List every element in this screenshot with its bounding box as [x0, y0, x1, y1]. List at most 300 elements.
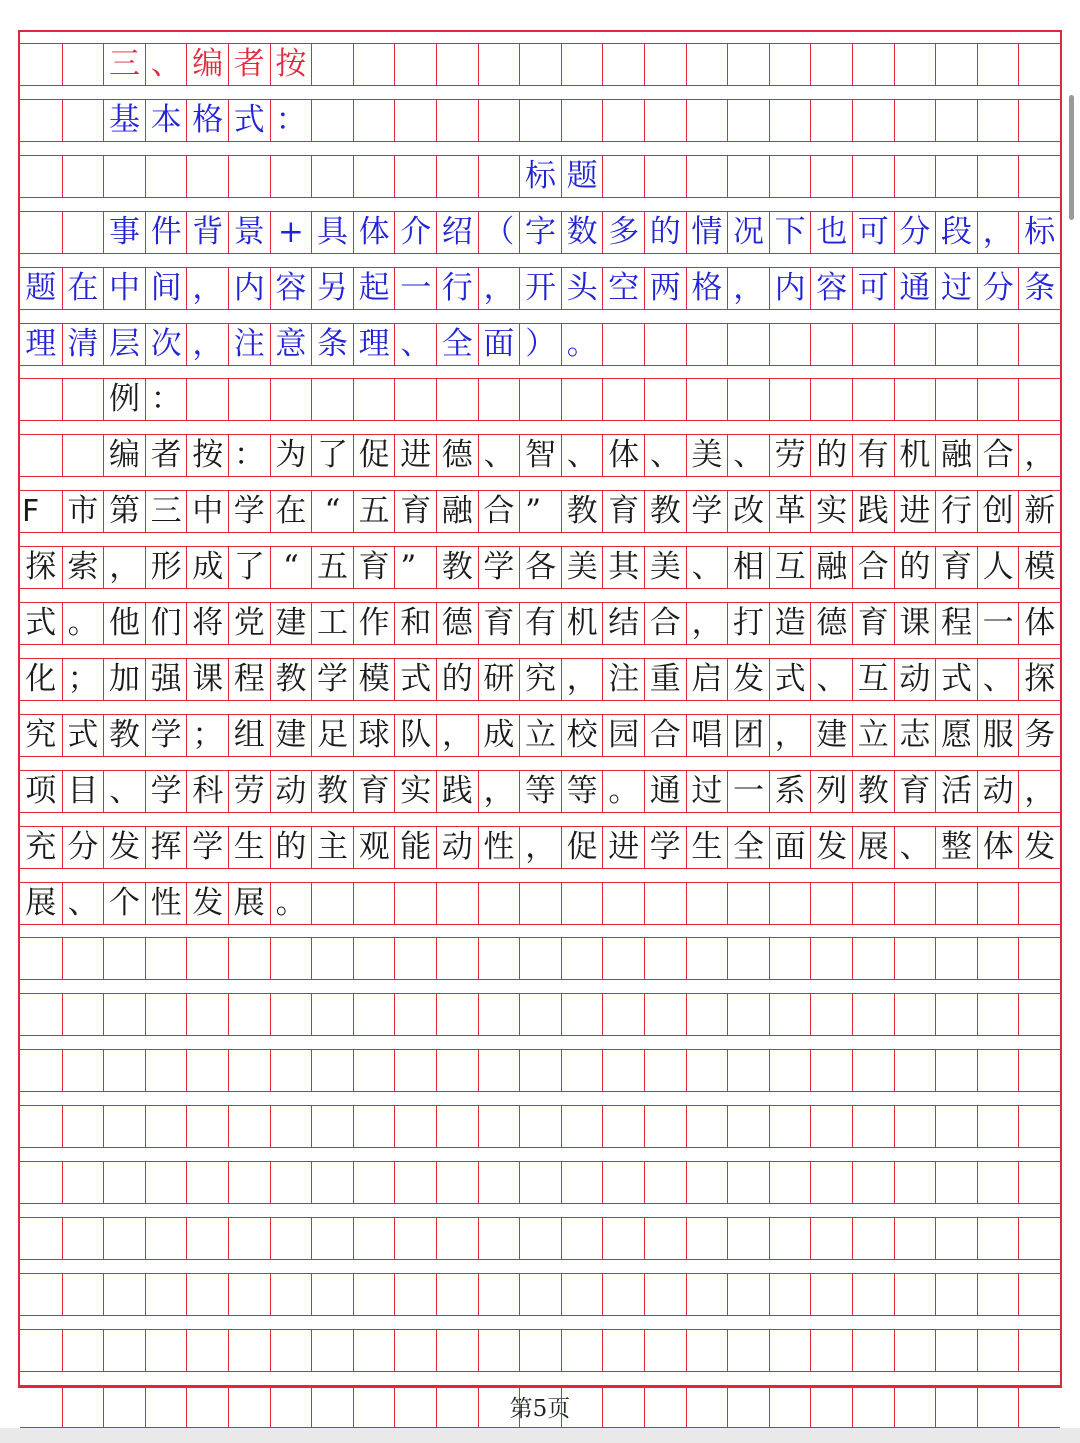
- grid-cell: [977, 324, 1019, 365]
- grid-cell: [686, 1330, 728, 1371]
- grid-cell: 展: [852, 827, 894, 868]
- grid-cell: [62, 379, 104, 420]
- grid-cell: 发: [727, 659, 769, 700]
- grid-cell: 科: [186, 771, 228, 812]
- grid-cell: [436, 44, 478, 85]
- grid-cell: [644, 44, 686, 85]
- grid-cell: 究: [25, 716, 57, 753]
- grid-cell: [353, 156, 395, 197]
- grid-cell: [228, 1330, 270, 1371]
- grid-cell: [769, 324, 811, 365]
- grid-cell: 行: [436, 268, 478, 309]
- grid-cell: [602, 379, 644, 420]
- grid-cell: [810, 1330, 852, 1371]
- grid-cell: 程: [228, 659, 270, 700]
- grid-cell: 其: [602, 547, 644, 588]
- grid-cell: [602, 1050, 644, 1091]
- grid-cell: 、: [894, 827, 936, 868]
- grid-cell: [686, 883, 728, 924]
- grid-cell: [602, 324, 644, 365]
- grid-cell: 合: [977, 435, 1019, 476]
- grid-cell: 、: [103, 771, 145, 812]
- grid-cell: 能: [394, 827, 436, 868]
- grid-cell: 学: [145, 715, 187, 756]
- grid-cell: 式: [394, 659, 436, 700]
- grid-cell: 有: [852, 435, 894, 476]
- grid-cell: [852, 324, 894, 365]
- grid-cell: 理: [25, 325, 57, 362]
- grid-cell: [270, 1330, 312, 1371]
- grid-cell: 形: [145, 547, 187, 588]
- grid-cell: ，: [478, 268, 520, 309]
- grid-cell: [935, 156, 977, 197]
- grid-cell: [935, 379, 977, 420]
- grid-cell: [145, 1106, 187, 1147]
- grid-cell: 可: [852, 212, 894, 253]
- grid-cell: 分: [894, 212, 936, 253]
- grid-cell: 面: [769, 827, 811, 868]
- grid-cell: [686, 994, 728, 1035]
- grid-cell: [478, 379, 520, 420]
- grid-cell: [935, 994, 977, 1035]
- grid-cell: 、: [977, 659, 1019, 700]
- grid-cell: 互: [852, 659, 894, 700]
- grid-cell: [561, 994, 603, 1035]
- grid-cell: [436, 938, 478, 979]
- grid-row: [20, 1049, 1060, 1092]
- grid-cell: 育: [353, 771, 395, 812]
- grid-cell: [519, 100, 561, 141]
- grid-cell: 体: [977, 827, 1019, 868]
- grid-cell: [145, 1274, 187, 1315]
- grid-cell: [353, 1106, 395, 1147]
- grid-cell: [519, 1106, 561, 1147]
- grid-cell: 模: [353, 659, 395, 700]
- grid-cell: [602, 883, 644, 924]
- grid-cell: “: [270, 547, 312, 588]
- grid-cell: 性: [478, 827, 520, 868]
- grid-cell: 式: [228, 100, 270, 141]
- page-number: 第5页: [509, 1396, 571, 1422]
- grid-cell: [769, 156, 811, 197]
- grid-cell: 基: [103, 100, 145, 141]
- grid-cell: [602, 1218, 644, 1259]
- grid-cell: 作: [353, 603, 395, 644]
- grid-cell: [145, 1162, 187, 1203]
- grid-cell: 足: [311, 715, 353, 756]
- grid-cell: [478, 1330, 520, 1371]
- grid-cell: 的: [436, 659, 478, 700]
- grid-cell: 活: [935, 771, 977, 812]
- grid-cell: [769, 1162, 811, 1203]
- grid-cell: [62, 1162, 104, 1203]
- grid-cell: [394, 994, 436, 1035]
- grid-cell: 模: [1018, 547, 1060, 588]
- grid-cell: ：: [145, 379, 187, 420]
- grid-cell: 目: [62, 771, 104, 812]
- grid-cell: [727, 1274, 769, 1315]
- grid-cell: [1018, 994, 1060, 1035]
- grid-cell: 项: [25, 772, 57, 809]
- grid-cell: [394, 938, 436, 979]
- grid-cell: 等: [561, 771, 603, 812]
- grid-cell: 数: [561, 212, 603, 253]
- grid-cell: [602, 156, 644, 197]
- grid-cell: ，: [478, 771, 520, 812]
- grid-cell: [894, 324, 936, 365]
- grid-cell: [228, 156, 270, 197]
- grid-cell: [353, 883, 395, 924]
- grid-cell: [353, 1162, 395, 1203]
- grid-cell: 育: [353, 547, 395, 588]
- grid-cell: 中: [103, 268, 145, 309]
- grid-cell: [810, 324, 852, 365]
- grid-row: [20, 267, 1060, 310]
- grid-cell: 挥: [145, 827, 187, 868]
- grid-cell: [478, 44, 520, 85]
- grid-cell: [394, 100, 436, 141]
- grid-cell: [62, 44, 104, 85]
- grid-cell: [561, 379, 603, 420]
- grid-cell: 、: [478, 435, 520, 476]
- grid-cell: 式: [935, 659, 977, 700]
- grid-cell: [1018, 1330, 1060, 1371]
- grid-cell: 教: [311, 771, 353, 812]
- grid-cell: 研: [478, 659, 520, 700]
- grid-cell: 育: [894, 771, 936, 812]
- grid-cell: 者: [145, 435, 187, 476]
- grid-cell: 头: [561, 268, 603, 309]
- grid-cell: 实: [394, 771, 436, 812]
- grid-cell: 互: [769, 547, 811, 588]
- grid-cell: [186, 1330, 228, 1371]
- grid-cell: [935, 1330, 977, 1371]
- grid-cell: 教: [103, 715, 145, 756]
- grid-cell: [977, 379, 1019, 420]
- grid-cell: [478, 1218, 520, 1259]
- grid-cell: [810, 938, 852, 979]
- grid-cell: 育: [935, 547, 977, 588]
- grid-cell: [1018, 1050, 1060, 1091]
- grid-cell: 。: [602, 771, 644, 812]
- grid-cell: [186, 379, 228, 420]
- grid-cell: [62, 1106, 104, 1147]
- grid-cell: [478, 883, 520, 924]
- grid-row: [20, 1217, 1060, 1260]
- grid-cell: [561, 100, 603, 141]
- grid-cell: [478, 100, 520, 141]
- grid-cell: [270, 1274, 312, 1315]
- grid-cell: [228, 1162, 270, 1203]
- grid-cell: 。: [62, 603, 104, 644]
- grid-cell: [1018, 156, 1060, 197]
- grid-cell: 编: [103, 435, 145, 476]
- grid-cell: [519, 1274, 561, 1315]
- grid-cell: （: [478, 212, 520, 253]
- grid-row: [20, 993, 1060, 1036]
- grid-cell: 另: [311, 268, 353, 309]
- grid-cell: 生: [686, 827, 728, 868]
- grid-cell: [561, 938, 603, 979]
- grid-cell: 团: [727, 715, 769, 756]
- grid-row: [20, 99, 1060, 142]
- grid-row: [20, 1273, 1060, 1316]
- grid-cell: 教: [436, 547, 478, 588]
- grid-row: [20, 546, 1060, 589]
- grid-cell: 条: [1018, 268, 1060, 309]
- grid-cell: 标: [519, 156, 561, 197]
- grid-row: [20, 155, 1060, 198]
- grid-cell: [270, 1106, 312, 1147]
- grid-cell: 通: [894, 268, 936, 309]
- grid-cell: 发: [186, 883, 228, 924]
- grid-cell: [270, 1050, 312, 1091]
- grid-cell: 体: [602, 435, 644, 476]
- grid-cell: [394, 379, 436, 420]
- grid-cell: 、: [644, 435, 686, 476]
- grid-cell: [561, 1274, 603, 1315]
- grid-cell: [852, 883, 894, 924]
- grid-cell: [62, 100, 104, 141]
- grid-cell: [727, 994, 769, 1035]
- grid-cell: [270, 379, 312, 420]
- grid-cell: 建: [810, 715, 852, 756]
- grid-cell: 系: [769, 771, 811, 812]
- grid-cell: [602, 44, 644, 85]
- grid-cell: [62, 435, 104, 476]
- grid-cell: [977, 883, 1019, 924]
- grid-cell: [894, 883, 936, 924]
- grid-cell: 注: [228, 324, 270, 365]
- grid-cell: [353, 1050, 395, 1091]
- grid-cell: [1018, 324, 1060, 365]
- grid-cell: [519, 1218, 561, 1259]
- grid-cell: 结: [602, 603, 644, 644]
- grid-cell: [228, 938, 270, 979]
- grid-cell: [478, 1050, 520, 1091]
- grid-cell: [394, 1218, 436, 1259]
- grid-cell: 三: [145, 491, 187, 532]
- grid-cell: 性: [145, 883, 187, 924]
- grid-cell: [394, 1106, 436, 1147]
- grid-cell: [727, 1106, 769, 1147]
- grid-cell: 全: [436, 324, 478, 365]
- grid-cell: 学: [228, 491, 270, 532]
- grid-cell: [62, 1330, 104, 1371]
- grid-cell: 课: [894, 603, 936, 644]
- grid-cell: +: [270, 212, 312, 253]
- grid-cell: 和: [394, 603, 436, 644]
- grid-cell: 打: [727, 603, 769, 644]
- grid-cell: [436, 994, 478, 1035]
- grid-cell: 促: [561, 827, 603, 868]
- grid-cell: [186, 1218, 228, 1259]
- grid-cell: 一: [394, 268, 436, 309]
- grid-cell: 德: [810, 603, 852, 644]
- grid-cell: ，: [103, 547, 145, 588]
- grid-cell: [935, 1106, 977, 1147]
- grid-cell: [311, 1162, 353, 1203]
- grid-cell: 条: [311, 324, 353, 365]
- grid-cell: [769, 379, 811, 420]
- grid-cell: 、: [810, 659, 852, 700]
- grid-cell: 育: [602, 491, 644, 532]
- grid-cell: 教: [644, 491, 686, 532]
- grid-cell: [145, 1050, 187, 1091]
- grid-cell: 动: [436, 827, 478, 868]
- grid-cell: 容: [810, 268, 852, 309]
- grid-cell: 学: [644, 827, 686, 868]
- grid-cell: [186, 1274, 228, 1315]
- grid-cell: 究: [519, 659, 561, 700]
- grid-cell: [686, 1274, 728, 1315]
- grid-cell: [935, 1274, 977, 1315]
- grid-cell: [894, 1274, 936, 1315]
- grid-cell: 在: [270, 491, 312, 532]
- grid-cell: [270, 1218, 312, 1259]
- grid-cell: [810, 1106, 852, 1147]
- grid-cell: 学: [311, 659, 353, 700]
- grid-row: [20, 882, 1060, 925]
- grid-cell: [935, 1218, 977, 1259]
- grid-cell: 充: [25, 828, 57, 865]
- grid-cell: F: [22, 493, 40, 529]
- grid-cell: [20, 156, 62, 197]
- grid-cell: [769, 1330, 811, 1371]
- grid-row: [20, 602, 1060, 645]
- grid-cell: [852, 379, 894, 420]
- grid-cell: [20, 379, 62, 420]
- grid-cell: [810, 379, 852, 420]
- grid-cell: [186, 1050, 228, 1091]
- grid-cell: 融: [935, 435, 977, 476]
- grid-cell: 智: [519, 435, 561, 476]
- grid-cell: [228, 1274, 270, 1315]
- grid-cell: 加: [103, 659, 145, 700]
- grid-cell: [1018, 44, 1060, 85]
- grid-cell: 课: [186, 659, 228, 700]
- grid-cell: 有: [519, 603, 561, 644]
- grid-cell: [727, 938, 769, 979]
- grid-cell: 式: [25, 605, 57, 641]
- grid-cell: [602, 1106, 644, 1147]
- grid-cell: [852, 1218, 894, 1259]
- grid-cell: 学: [478, 547, 520, 588]
- grid-cell: 程: [935, 603, 977, 644]
- grid-cell: [935, 324, 977, 365]
- grid-cell: 了: [311, 435, 353, 476]
- grid-cell: ，: [727, 268, 769, 309]
- grid-cell: [519, 994, 561, 1035]
- grid-row: [20, 490, 1060, 533]
- grid-cell: [686, 1106, 728, 1147]
- grid-cell: [311, 44, 353, 85]
- grid-cell: [103, 1274, 145, 1315]
- grid-cell: [769, 1218, 811, 1259]
- grid-cell: 五: [311, 547, 353, 588]
- grid-cell: [394, 156, 436, 197]
- grid-cell: [644, 1218, 686, 1259]
- grid-cell: [311, 1050, 353, 1091]
- grid-cell: [852, 1050, 894, 1091]
- grid-cell: [145, 1218, 187, 1259]
- grid-cell: [602, 938, 644, 979]
- grid-cell: [769, 1106, 811, 1147]
- grid-cell: ，: [1018, 771, 1060, 812]
- grid-cell: [20, 435, 62, 476]
- grid-cell: 市: [62, 491, 104, 532]
- grid-row: [20, 658, 1060, 701]
- grid-cell: [20, 1050, 62, 1091]
- grid-cell: 实: [810, 491, 852, 532]
- grid-cell: [228, 1218, 270, 1259]
- grid-cell: [20, 1106, 62, 1147]
- grid-cell: [977, 938, 1019, 979]
- grid-cell: 开: [519, 268, 561, 309]
- grid-cell: [686, 100, 728, 141]
- grid-cell: 、: [62, 883, 104, 924]
- grid-cell: [519, 379, 561, 420]
- grid-cell: [602, 1330, 644, 1371]
- grid-cell: [353, 379, 395, 420]
- grid-cell: [270, 1162, 312, 1203]
- grid-cell: [103, 1162, 145, 1203]
- grid-cell: 学: [145, 771, 187, 812]
- grid-cell: 。: [561, 324, 603, 365]
- grid-cell: [894, 1162, 936, 1203]
- grid-cell: [686, 1050, 728, 1091]
- scrollbar[interactable]: [1069, 95, 1074, 220]
- grid-cell: [519, 44, 561, 85]
- grid-row: [20, 323, 1060, 366]
- grid-cell: [644, 1274, 686, 1315]
- grid-cell: [686, 938, 728, 979]
- grid-cell: [644, 883, 686, 924]
- grid-cell: 展: [25, 884, 57, 921]
- grid-cell: 主: [311, 827, 353, 868]
- grid-cell: 第: [103, 491, 145, 532]
- grid-cell: ，: [561, 659, 603, 700]
- grid-cell: 园: [602, 715, 644, 756]
- grid-cell: [894, 156, 936, 197]
- grid-cell: 为: [270, 435, 312, 476]
- grid-cell: [852, 100, 894, 141]
- grid-row: [20, 1105, 1060, 1148]
- grid-cell: [810, 1162, 852, 1203]
- grid-cell: ，: [186, 324, 228, 365]
- grid-cell: 发: [810, 827, 852, 868]
- grid-cell: 在: [62, 268, 104, 309]
- grid-cell: 立: [852, 715, 894, 756]
- grid-cell: “: [311, 491, 353, 532]
- grid-cell: 劳: [769, 435, 811, 476]
- grid-cell: 合: [644, 603, 686, 644]
- grid-cell: [894, 1106, 936, 1147]
- grid-cell: 、: [727, 435, 769, 476]
- grid-cell: 标: [1018, 212, 1060, 253]
- grid-cell: 体: [353, 212, 395, 253]
- grid-cell: 字: [519, 212, 561, 253]
- grid-cell: 改: [727, 491, 769, 532]
- grid-cell: [977, 1050, 1019, 1091]
- grid-cell: [103, 1330, 145, 1371]
- grid-cell: [311, 1218, 353, 1259]
- grid-row: [20, 211, 1060, 254]
- grid-cell: [186, 994, 228, 1035]
- grid-cell: 德: [436, 435, 478, 476]
- grid-cell: 将: [186, 603, 228, 644]
- grid-cell: 成: [186, 547, 228, 588]
